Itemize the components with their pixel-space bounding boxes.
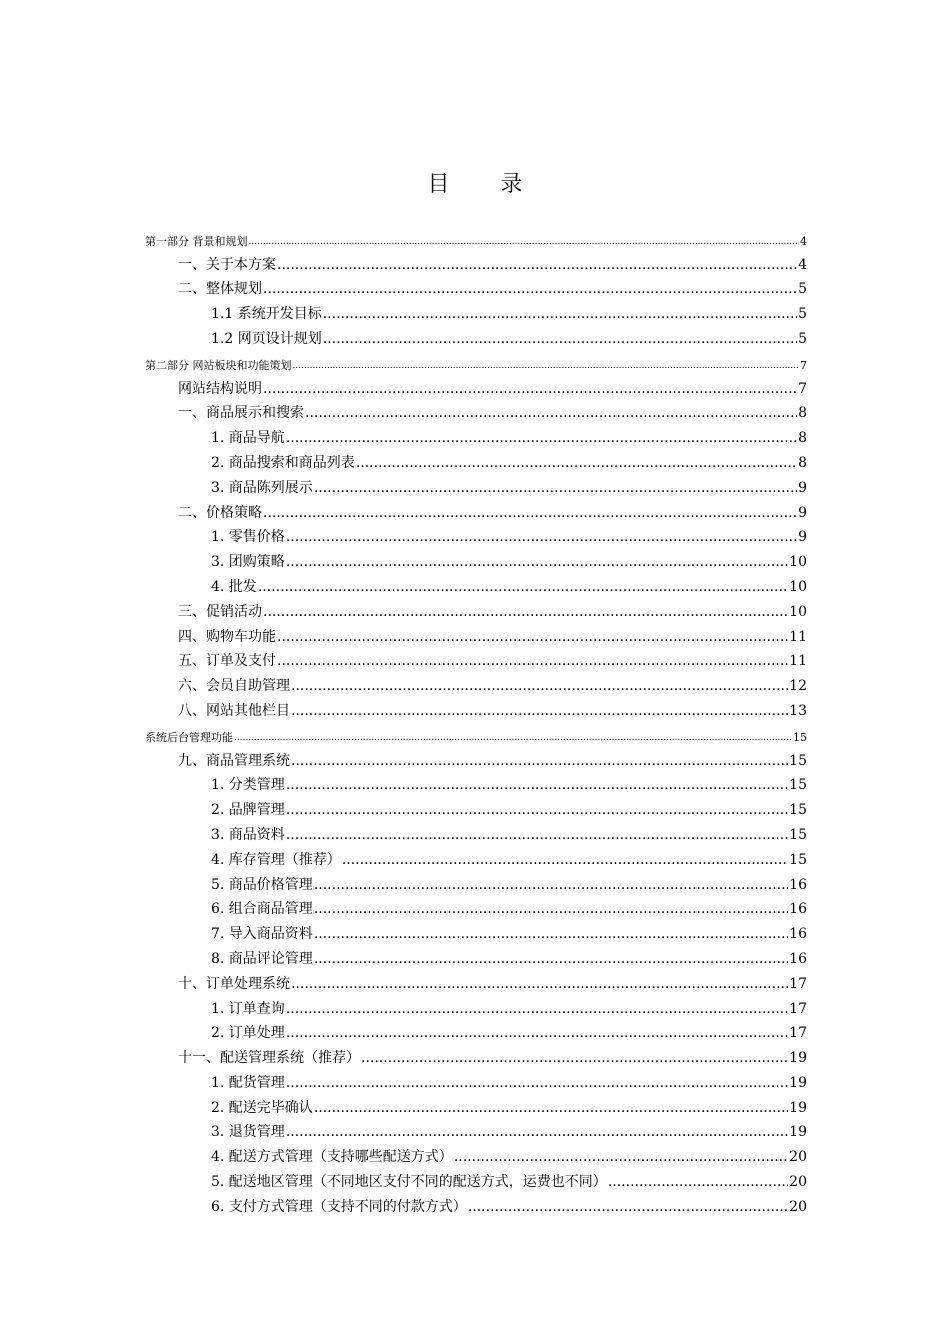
toc-dot-leader <box>234 731 792 745</box>
toc-entry-page-number: 9 <box>798 479 807 496</box>
toc-dot-leader <box>291 677 788 695</box>
toc-dot-leader <box>277 628 788 646</box>
toc-entry-page-number: 20 <box>789 1174 807 1191</box>
toc-entry[interactable] <box>0 1067 950 1092</box>
toc-entry-label: 第一部分 背景和规划 <box>145 234 248 248</box>
toc-dot-leader <box>263 280 797 298</box>
toc-entry-page-number: 16 <box>789 926 807 943</box>
toc-entry[interactable] <box>0 522 950 547</box>
toc-entry-page-number: 15 <box>789 826 807 843</box>
toc-dot-leader <box>286 1074 788 1092</box>
toc-entry[interactable] <box>0 1141 950 1166</box>
toc-entry-page-number: 7 <box>798 380 807 397</box>
toc-dot-leader <box>314 1099 788 1117</box>
toc-entry-label: 二、整体规划 <box>178 281 262 298</box>
toc-entry[interactable] <box>0 1117 950 1142</box>
toc-dot-leader <box>286 553 788 571</box>
toc-dot-leader <box>258 578 788 596</box>
toc-entry-label: 4. 配送方式管理（支持哪些配送方式） <box>211 1149 453 1166</box>
toc-entry[interactable] <box>0 770 950 795</box>
toc-entry-label: 十一、配送管理系统（推荐） <box>178 1050 360 1067</box>
toc-entry-label: 5. 商品价格管理 <box>211 876 313 893</box>
toc-entry-page-number: 13 <box>789 702 807 719</box>
toc-dot-leader <box>291 752 788 770</box>
toc-entry[interactable] <box>0 646 950 671</box>
toc-entry[interactable] <box>0 447 950 472</box>
toc-entry-label: 1. 订单查询 <box>211 1000 285 1017</box>
toc-entry-label: 3. 商品资料 <box>211 826 285 843</box>
toc-entry[interactable] <box>0 745 950 770</box>
toc-dot-leader <box>286 826 788 844</box>
toc-entry-label: 8. 商品评论管理 <box>211 950 313 967</box>
toc-dot-leader <box>291 975 788 993</box>
toc-entry-label: 6. 支付方式管理（支持不同的付款方式） <box>211 1198 467 1215</box>
toc-entry[interactable] <box>0 1166 950 1191</box>
toc-entry[interactable] <box>0 1191 950 1216</box>
toc-entry[interactable] <box>0 224 950 249</box>
toc-entry-page-number: 15 <box>789 752 807 769</box>
toc-dot-leader <box>356 454 797 472</box>
toc-entry-page-number: 5 <box>798 281 807 298</box>
toc-dot-leader <box>314 950 788 968</box>
toc-entry[interactable] <box>0 422 950 447</box>
toc-dot-leader <box>323 330 797 348</box>
toc-entry-page-number: 16 <box>789 901 807 918</box>
toc-entry-label: 3. 商品陈列展示 <box>211 479 313 496</box>
toc-entry[interactable] <box>0 398 950 423</box>
toc-dot-leader <box>314 925 788 943</box>
toc-entry-page-number: 15 <box>789 777 807 794</box>
toc-entry[interactable] <box>0 968 950 993</box>
toc-entry-label: 2. 配送完毕确认 <box>211 1099 313 1116</box>
toc-entry[interactable] <box>0 1092 950 1117</box>
toc-entry-page-number: 15 <box>793 730 807 744</box>
toc-entry-page-number: 17 <box>789 1000 807 1017</box>
toc-title: 目 录 <box>427 172 545 197</box>
toc-entry-label: 7. 导入商品资料 <box>211 926 313 943</box>
toc-entry-page-number: 8 <box>798 405 807 422</box>
toc-list <box>0 224 950 1216</box>
toc-entry-page-number: 16 <box>789 876 807 893</box>
toc-dot-leader <box>314 479 797 497</box>
toc-dot-leader <box>454 1148 788 1166</box>
toc-entry-page-number: 19 <box>789 1099 807 1116</box>
toc-entry-label: 第二部分 网站板块和功能策划 <box>145 358 292 372</box>
toc-entry[interactable] <box>0 1042 950 1067</box>
toc-entry-page-number: 8 <box>798 454 807 471</box>
toc-entry-page-number: 9 <box>798 529 807 546</box>
toc-entry-label: 系统后台管理功能 <box>145 730 233 744</box>
toc-dot-leader <box>263 603 788 621</box>
toc-dot-leader <box>263 380 797 398</box>
toc-dot-leader <box>291 702 788 720</box>
toc-entry-label: 1. 商品导航 <box>211 430 285 447</box>
toc-entry[interactable] <box>0 794 950 819</box>
toc-dot-leader <box>361 1049 788 1067</box>
toc-entry[interactable] <box>0 1018 950 1043</box>
toc-entry[interactable] <box>0 497 950 522</box>
toc-entry-page-number: 10 <box>789 578 807 595</box>
toc-entry-label: 一、关于本方案 <box>178 256 276 273</box>
toc-entry-label: 6. 组合商品管理 <box>211 901 313 918</box>
toc-entry-page-number: 5 <box>798 306 807 323</box>
toc-entry[interactable] <box>0 720 950 745</box>
toc-entry-label: 1. 配货管理 <box>211 1074 285 1091</box>
toc-entry[interactable] <box>0 323 950 348</box>
toc-entry-page-number: 20 <box>789 1198 807 1215</box>
toc-entry[interactable] <box>0 894 950 919</box>
toc-entry[interactable] <box>0 274 950 299</box>
toc-entry-label: 2. 订单处理 <box>211 1025 285 1042</box>
toc-dot-leader <box>286 776 788 794</box>
toc-entry-page-number: 8 <box>798 430 807 447</box>
toc-entry-page-number: 11 <box>789 653 807 670</box>
toc-entry-page-number: 11 <box>789 628 807 645</box>
toc-entry-label: 三、促销活动 <box>178 603 262 620</box>
toc-entry-label: 4. 批发 <box>211 578 257 595</box>
toc-dot-leader <box>323 305 797 323</box>
toc-entry[interactable] <box>0 695 950 720</box>
toc-dot-leader <box>249 235 800 249</box>
toc-entry-label: 2. 品牌管理 <box>211 802 285 819</box>
toc-entry-page-number: 19 <box>789 1050 807 1067</box>
toc-entry[interactable] <box>0 298 950 323</box>
toc-entry-page-number: 4 <box>798 256 807 273</box>
toc-dot-leader <box>293 359 800 373</box>
toc-entry-page-number: 16 <box>789 950 807 967</box>
toc-entry-page-number: 10 <box>789 603 807 620</box>
toc-entry-page-number: 12 <box>789 678 807 695</box>
toc-entry-page-number: 20 <box>789 1149 807 1166</box>
toc-entry[interactable] <box>0 869 950 894</box>
toc-entry-label: 1. 零售价格 <box>211 529 285 546</box>
toc-entry-label: 六、会员自助管理 <box>178 678 290 695</box>
toc-dot-leader <box>286 1123 788 1141</box>
toc-dot-leader <box>608 1173 788 1191</box>
toc-entry-label: 2. 商品搜索和商品列表 <box>211 454 355 471</box>
toc-entry[interactable] <box>0 819 950 844</box>
toc-entry[interactable] <box>0 943 950 968</box>
toc-entry-label: 二、价格策略 <box>178 504 262 521</box>
toc-entry[interactable] <box>0 596 950 621</box>
toc-entry-label: 3. 团购策略 <box>211 554 285 571</box>
toc-entry[interactable] <box>0 249 950 274</box>
toc-entry-page-number: 17 <box>789 1025 807 1042</box>
toc-entry-label: 1.1 系统开发目标 <box>211 306 322 323</box>
toc-dot-leader <box>342 851 788 869</box>
toc-dot-leader <box>286 1000 788 1018</box>
toc-entry-label: 一、商品展示和搜索 <box>178 405 304 422</box>
toc-entry-label: 网站结构说明 <box>178 380 262 397</box>
toc-dot-leader <box>286 429 797 447</box>
toc-entry-page-number: 15 <box>789 851 807 868</box>
toc-entry[interactable] <box>0 373 950 398</box>
toc-entry-page-number: 15 <box>789 802 807 819</box>
toc-entry[interactable] <box>0 472 950 497</box>
toc-entry-page-number: 7 <box>800 358 807 372</box>
toc-entry-page-number: 19 <box>789 1074 807 1091</box>
toc-entry[interactable] <box>0 844 950 869</box>
toc-entry-label: 五、订单及支付 <box>178 653 276 670</box>
toc-entry[interactable] <box>0 348 950 373</box>
toc-entry[interactable] <box>0 571 950 596</box>
toc-dot-leader <box>314 900 788 918</box>
toc-entry-label: 5. 配送地区管理（不同地区支付不同的配送方式，运费也不同） <box>211 1174 607 1191</box>
toc-entry-label: 九、商品管理系统 <box>178 752 290 769</box>
toc-entry[interactable] <box>0 546 950 571</box>
toc-dot-leader <box>277 256 797 274</box>
toc-entry[interactable] <box>0 621 950 646</box>
toc-entry-page-number: 19 <box>789 1124 807 1141</box>
toc-entry-page-number: 5 <box>798 330 807 347</box>
toc-entry-page-number: 4 <box>800 234 807 248</box>
toc-entry-label: 1.2 网页设计规划 <box>211 330 322 347</box>
toc-dot-leader <box>286 1024 788 1042</box>
toc-dot-leader <box>277 652 788 670</box>
toc-entry-label: 八、网站其他栏目 <box>178 702 290 719</box>
toc-entry-label: 4. 库存管理（推荐） <box>211 851 341 868</box>
toc-entry-label: 十、订单处理系统 <box>178 975 290 992</box>
toc-entry[interactable] <box>0 670 950 695</box>
toc-dot-leader <box>286 801 788 819</box>
toc-entry[interactable] <box>0 993 950 1018</box>
toc-entry[interactable] <box>0 918 950 943</box>
toc-dot-leader <box>263 504 797 522</box>
toc-entry-label: 四、购物车功能 <box>178 628 276 645</box>
toc-dot-leader <box>314 876 788 894</box>
toc-entry-page-number: 10 <box>789 554 807 571</box>
toc-dot-leader <box>305 404 797 422</box>
toc-entry-page-number: 9 <box>798 504 807 521</box>
toc-entry-page-number: 17 <box>789 975 807 992</box>
toc-dot-leader <box>286 528 797 546</box>
toc-entry-label: 1. 分类管理 <box>211 777 285 794</box>
toc-entry-label: 3. 退货管理 <box>211 1124 285 1141</box>
toc-dot-leader <box>468 1198 788 1216</box>
